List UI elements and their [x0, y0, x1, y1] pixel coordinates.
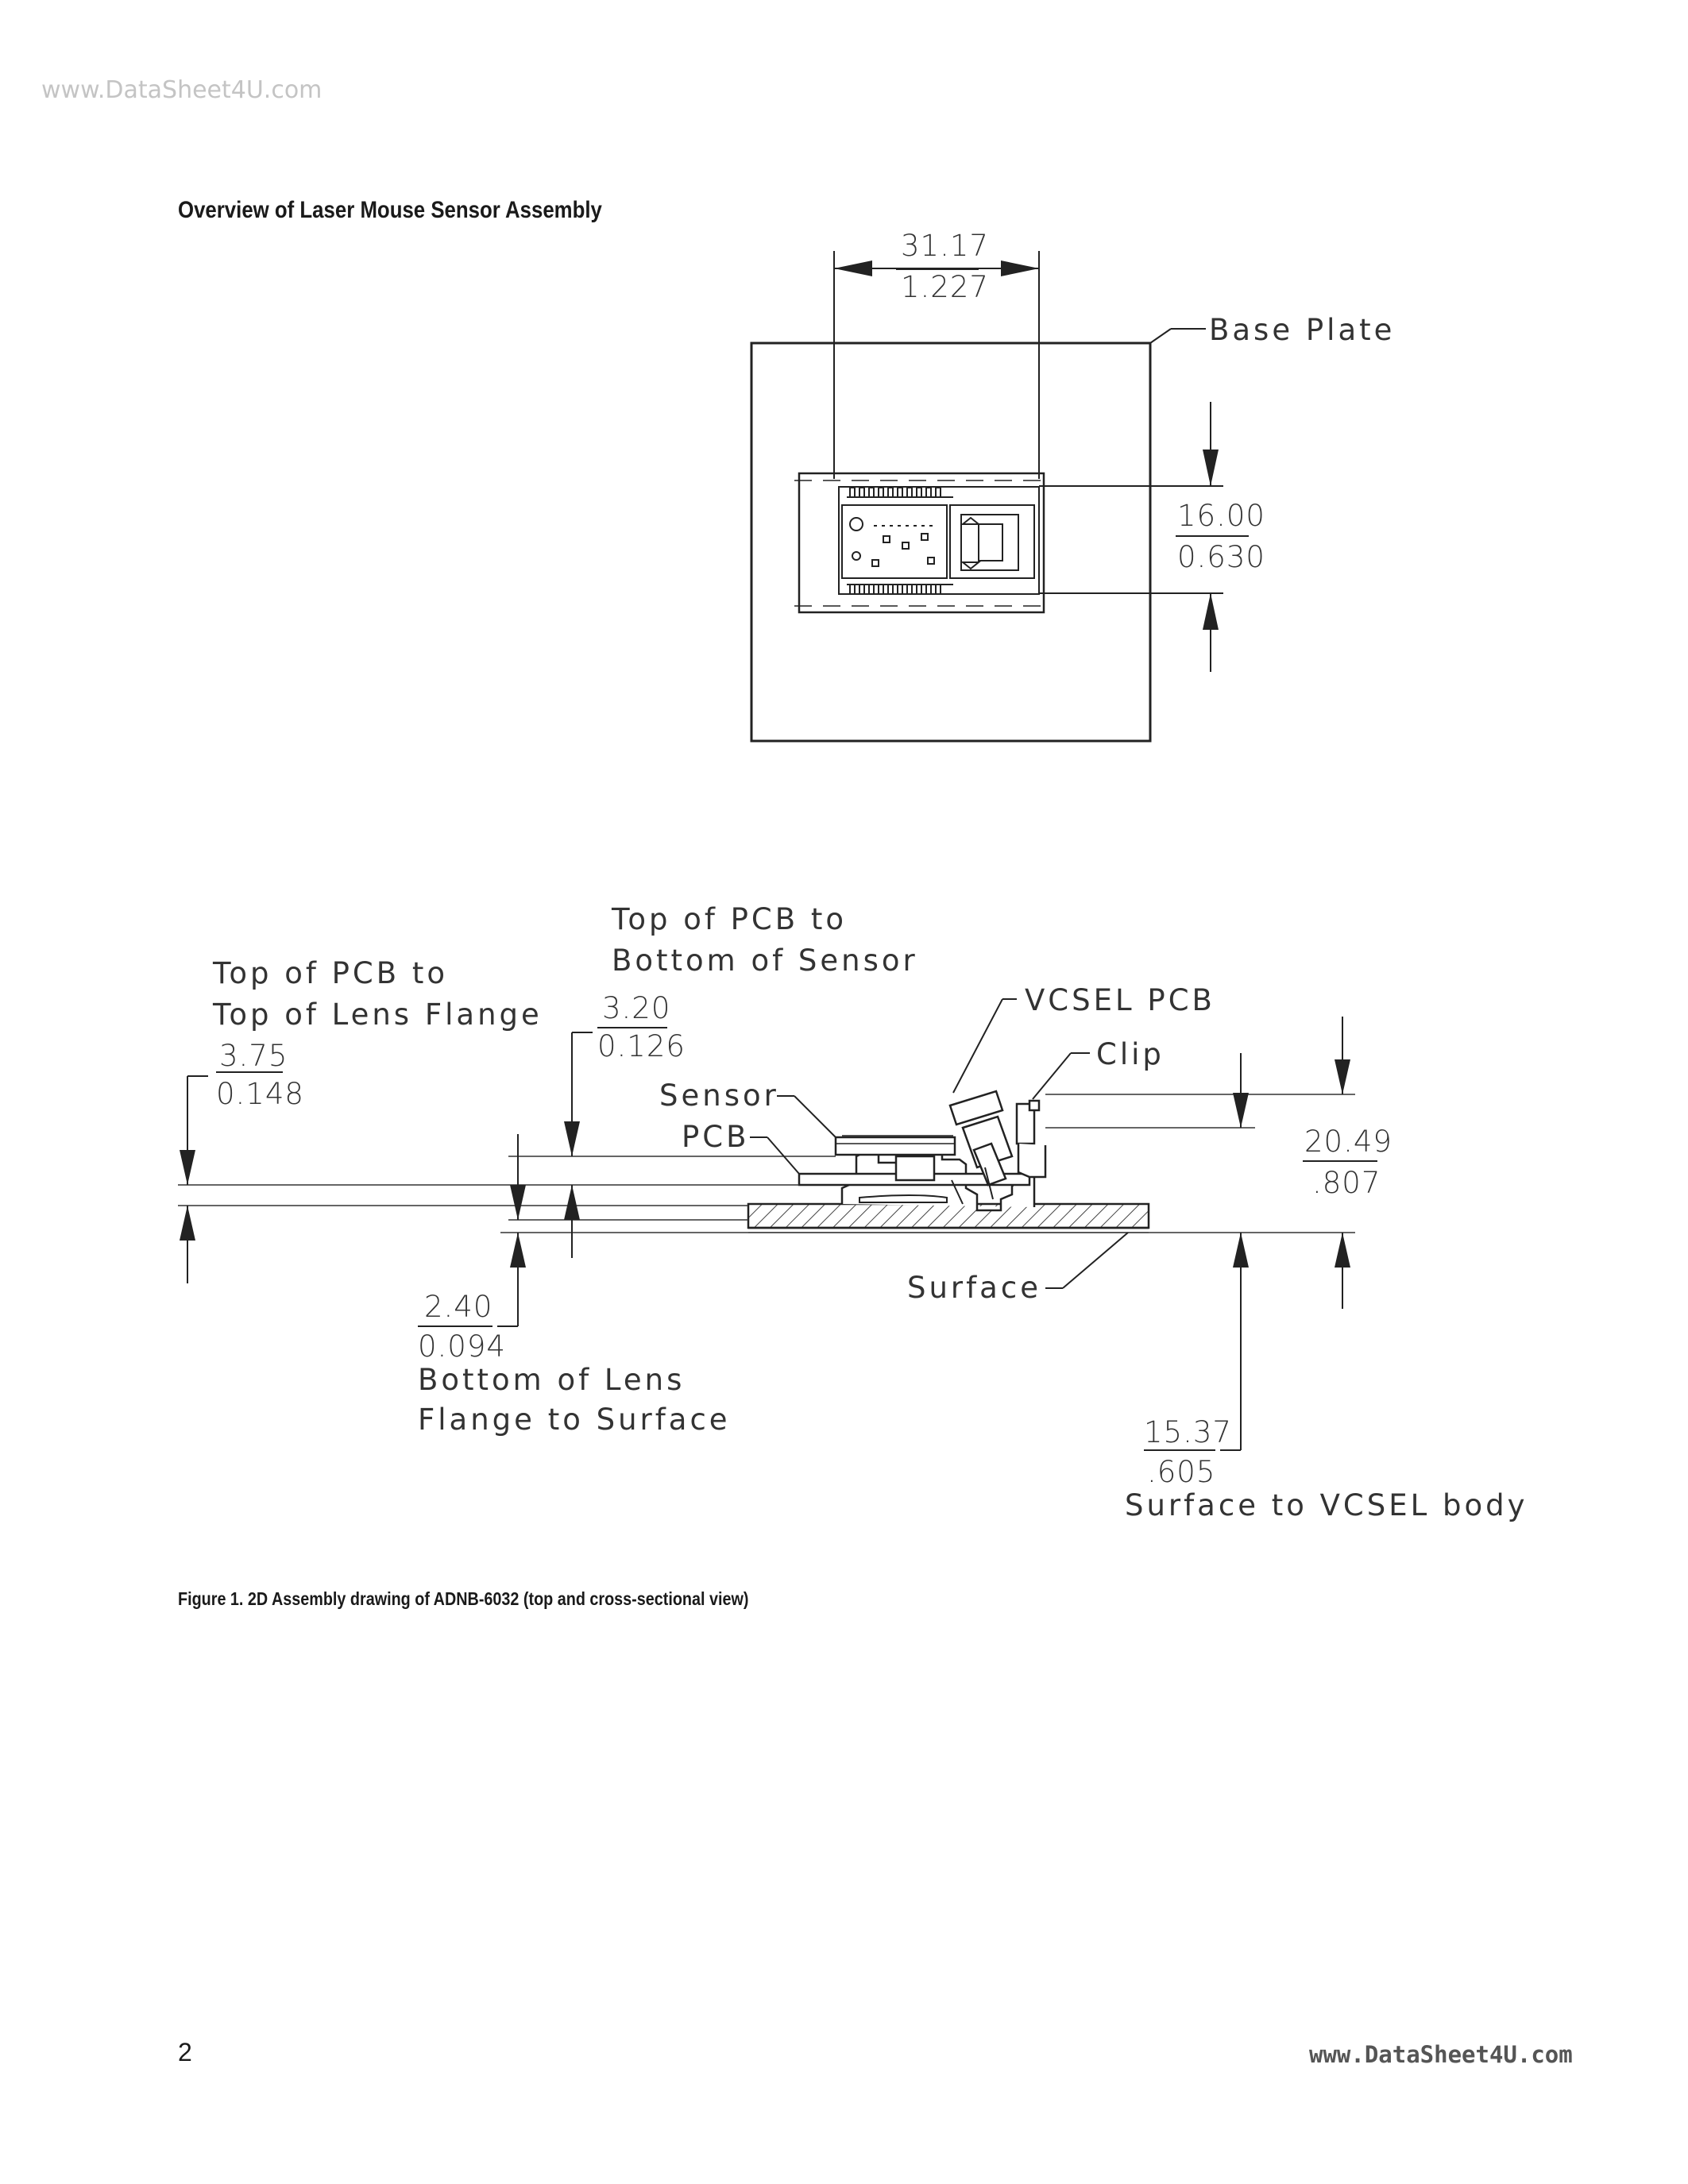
sensor-desc-1: Top of PCB to: [612, 902, 848, 936]
sensor-section: [836, 1137, 955, 1155]
top-width-mm: 31.17: [901, 229, 989, 263]
lens-surface-desc-2: Flange to Surface: [418, 1403, 731, 1437]
surface-label: Surface: [907, 1271, 1041, 1305]
pcb-label: PCB: [682, 1120, 750, 1154]
top-height-in: 0.630: [1177, 540, 1265, 574]
lens-surface-desc-1: Bottom of Lens: [418, 1363, 686, 1397]
vcsel-body-mm: 15.37: [1144, 1415, 1232, 1449]
total-height-mm: 20.49: [1304, 1125, 1393, 1159]
lens-flange-desc-1: Top of PCB to: [213, 956, 449, 990]
watermark-top: www.DataSheet4U.com: [41, 76, 323, 104]
lens-flange-mm: 3.75: [219, 1039, 288, 1073]
surface-leader: [1045, 1233, 1128, 1288]
lens-flange-in: 0.148: [216, 1077, 304, 1111]
sensor-in: 0.126: [597, 1029, 686, 1063]
sensor-die-marks: [850, 518, 937, 566]
sensor-label: Sensor: [659, 1078, 779, 1113]
base-plate-section: [748, 1204, 1149, 1228]
lens-flange-desc-2: Top of Lens Flange: [213, 997, 543, 1032]
figure-caption: Figure 1. 2D Assembly drawing of ADNB-6032 (top and cross-sectional view): [178, 1588, 749, 1609]
sensor-mm: 3.20: [602, 991, 671, 1025]
top-view: [751, 343, 1150, 741]
base-plate-leader: [1150, 329, 1206, 343]
vcsel-body-dimension: [1144, 1053, 1249, 1450]
vcsel-body-in: .605: [1147, 1455, 1216, 1489]
base-plate-label: Base Plate: [1209, 313, 1396, 347]
top-width-in: 1.227: [901, 270, 989, 304]
vcsel-body-desc: Surface to VCSEL body: [1125, 1488, 1528, 1522]
sensor-desc-2: Bottom of Sensor: [612, 943, 918, 978]
watermark-bottom: www.DataSheet4U.com: [1309, 2041, 1573, 2068]
page-number: 2: [178, 2038, 192, 2066]
top-height-dimension: [1039, 402, 1249, 672]
total-height-dimension: [1303, 1017, 1377, 1309]
lens-surface-in: 0.094: [418, 1329, 506, 1364]
section-title: Overview of Laser Mouse Sensor Assembly: [178, 197, 602, 223]
top-height-mm: 16.00: [1177, 499, 1265, 533]
total-height-in: .807: [1312, 1166, 1381, 1200]
lens-surface-mm: 2.40: [424, 1290, 493, 1324]
clip-label: Clip: [1096, 1037, 1165, 1071]
cross-section: [748, 1091, 1149, 1233]
vcsel-pcb-label: VCSEL PCB: [1025, 983, 1215, 1017]
